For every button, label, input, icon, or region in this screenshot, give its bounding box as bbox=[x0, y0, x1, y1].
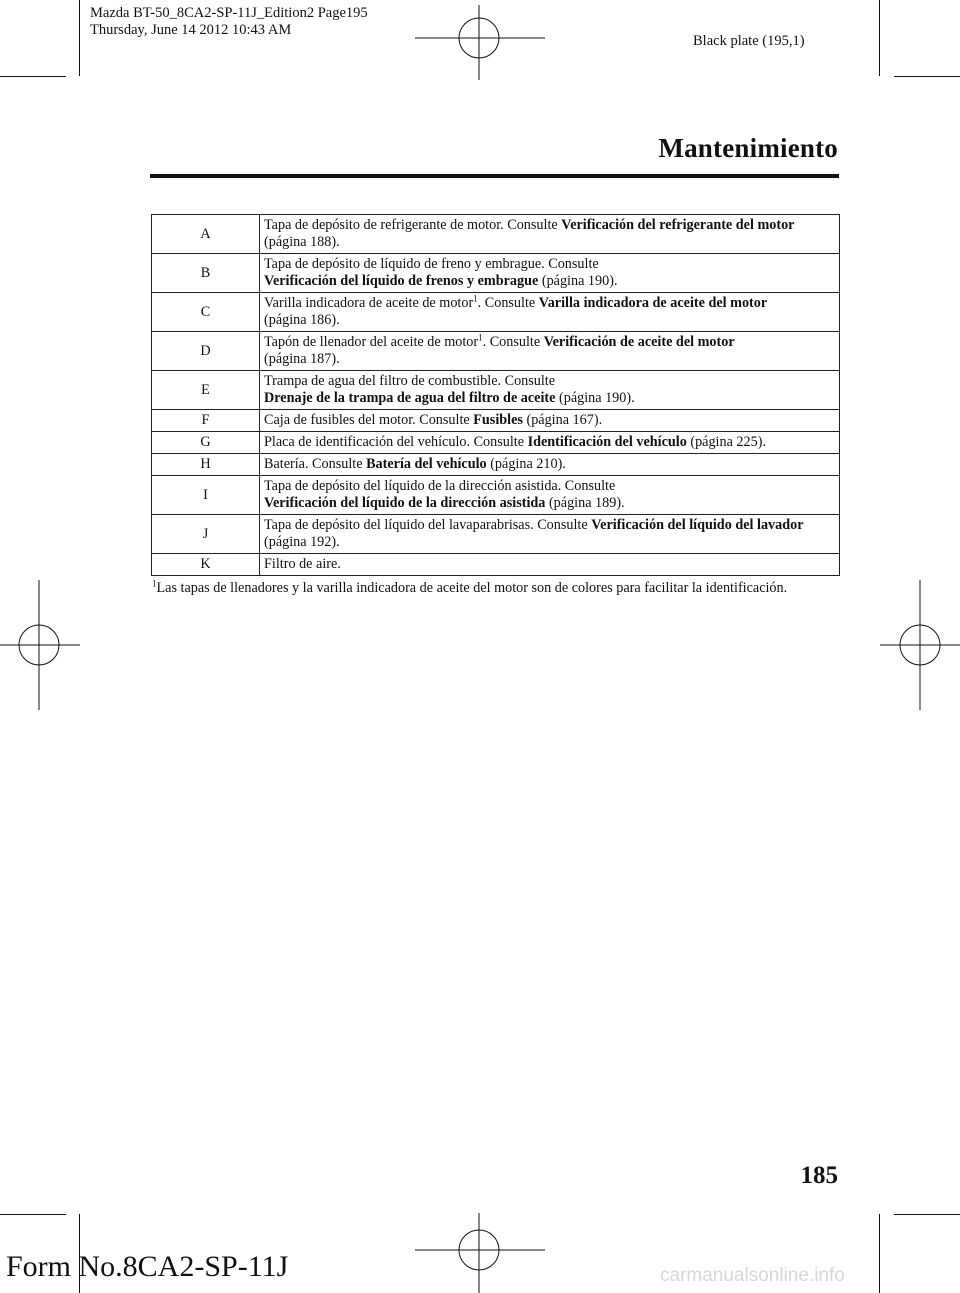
row-letter: D bbox=[152, 332, 260, 371]
description-text-cont: . Consulte bbox=[477, 295, 539, 311]
table-row bbox=[152, 476, 840, 515]
registration-mark-right-icon bbox=[880, 580, 960, 710]
row-letter: C bbox=[152, 293, 260, 332]
description-text: Tapón de llenador del aceite de motor bbox=[264, 334, 479, 350]
page-reference: (página 187). bbox=[264, 351, 340, 367]
row-description bbox=[260, 215, 840, 254]
page-reference: (página 192). bbox=[264, 534, 340, 550]
cross-reference: Batería del vehículo bbox=[366, 456, 487, 472]
row-description bbox=[260, 254, 840, 293]
table-row bbox=[152, 432, 840, 454]
table-row bbox=[152, 454, 840, 476]
row-letter: A bbox=[152, 215, 260, 254]
table-row bbox=[152, 254, 840, 293]
row-description bbox=[260, 410, 840, 432]
footnote-mark: 1 bbox=[152, 578, 157, 589]
cross-reference: Varilla indicadora de aceite del motor bbox=[538, 295, 768, 311]
table-row bbox=[152, 215, 840, 254]
row-letter: E bbox=[152, 371, 260, 410]
footnote bbox=[152, 580, 852, 597]
registration-mark-left-icon bbox=[0, 580, 80, 710]
cross-reference: Drenaje de la trampa de agua del filtro de aceite bbox=[264, 390, 556, 406]
description-text: Batería. Consulte bbox=[264, 456, 367, 472]
page-number: 185 bbox=[800, 1162, 838, 1189]
row-description bbox=[260, 515, 840, 554]
page-reference: (página 186). bbox=[264, 312, 340, 328]
title-rule bbox=[150, 174, 839, 178]
print-date-line: Thursday, June 14 2012 10:43 AM bbox=[90, 22, 292, 38]
row-letter: H bbox=[152, 454, 260, 476]
cross-reference: Verificación del refrigerante del motor bbox=[561, 217, 795, 233]
cross-reference: Verificación del líquido de frenos y embrague bbox=[264, 273, 539, 289]
page-reference: (página 210). bbox=[486, 456, 566, 472]
cross-reference: Fusibles bbox=[473, 412, 523, 428]
section-title: Mantenimiento bbox=[658, 133, 838, 163]
footnote-ref: 1 bbox=[478, 332, 483, 343]
table-row bbox=[152, 515, 840, 554]
row-description bbox=[260, 371, 840, 410]
description-text: Tapa de depósito del líquido del lavaparabrisas. Consulte bbox=[264, 517, 592, 533]
cross-reference: Identificación del vehículo bbox=[527, 434, 687, 450]
description-text-cont: . Consulte bbox=[482, 334, 544, 350]
components-table-body bbox=[152, 215, 840, 576]
cross-reference: Verificación del líquido del lavador bbox=[591, 517, 804, 533]
watermark: carmanualsonline.info bbox=[660, 1265, 845, 1286]
page-reference: (página 167). bbox=[522, 412, 603, 428]
print-metadata bbox=[90, 5, 368, 39]
page-reference: (página 190). bbox=[555, 390, 635, 406]
description-text: Varilla indicadora de aceite de motor bbox=[264, 295, 474, 311]
row-letter: B bbox=[152, 254, 260, 293]
components-table bbox=[151, 214, 840, 576]
row-description bbox=[260, 476, 840, 515]
row-description bbox=[260, 454, 840, 476]
page-reference: (página 188). bbox=[264, 234, 340, 250]
row-letter: F bbox=[152, 410, 260, 432]
form-number: Form No.8CA2-SP-11J bbox=[6, 1250, 289, 1283]
page-reference: (página 190). bbox=[538, 273, 618, 289]
row-letter: G bbox=[152, 432, 260, 454]
description-text: Tapa de depósito de líquido de freno y embrague. Consulte bbox=[264, 256, 599, 272]
row-letter: K bbox=[152, 554, 260, 576]
print-file-line: Mazda BT-50_8CA2-SP-11J_Edition2 Page195 bbox=[90, 5, 368, 21]
cross-reference: Verificación de aceite del motor bbox=[543, 334, 735, 350]
row-description bbox=[260, 554, 840, 576]
row-letter: J bbox=[152, 515, 260, 554]
description-text: Placa de identificación del vehículo. Consulte bbox=[264, 434, 528, 450]
page-reference: (página 225). bbox=[686, 434, 766, 450]
description-text: Filtro de aire. bbox=[264, 556, 341, 572]
row-description bbox=[260, 293, 840, 332]
footnote-ref: 1 bbox=[473, 293, 478, 304]
description-text: Trampa de agua del filtro de combustible. Consulte bbox=[264, 373, 556, 389]
registration-mark-top-icon bbox=[415, 0, 545, 80]
description-text: Caja de fusibles del motor. Consulte bbox=[264, 412, 474, 428]
row-description bbox=[260, 432, 840, 454]
cross-reference: Verificación del líquido de la dirección asistida bbox=[264, 495, 546, 511]
plate-label: Black plate (195,1) bbox=[693, 33, 805, 49]
table-row bbox=[152, 410, 840, 432]
description-text: Tapa de depósito del líquido de la dirección asistida. Consulte bbox=[264, 478, 616, 494]
table-row bbox=[152, 371, 840, 410]
page-reference: (página 189). bbox=[545, 495, 625, 511]
footnote-text: Las tapas de llenadores y la varilla indicadora de aceite del motor son de colores para facilitar la identificación. bbox=[156, 580, 788, 596]
table-row bbox=[152, 293, 840, 332]
description-text: Tapa de depósito de refrigerante de motor. Consulte bbox=[264, 217, 562, 233]
row-letter: I bbox=[152, 476, 260, 515]
row-description bbox=[260, 332, 840, 371]
table-row bbox=[152, 332, 840, 371]
table-row bbox=[152, 554, 840, 576]
registration-mark-bottom-icon bbox=[415, 1213, 545, 1293]
